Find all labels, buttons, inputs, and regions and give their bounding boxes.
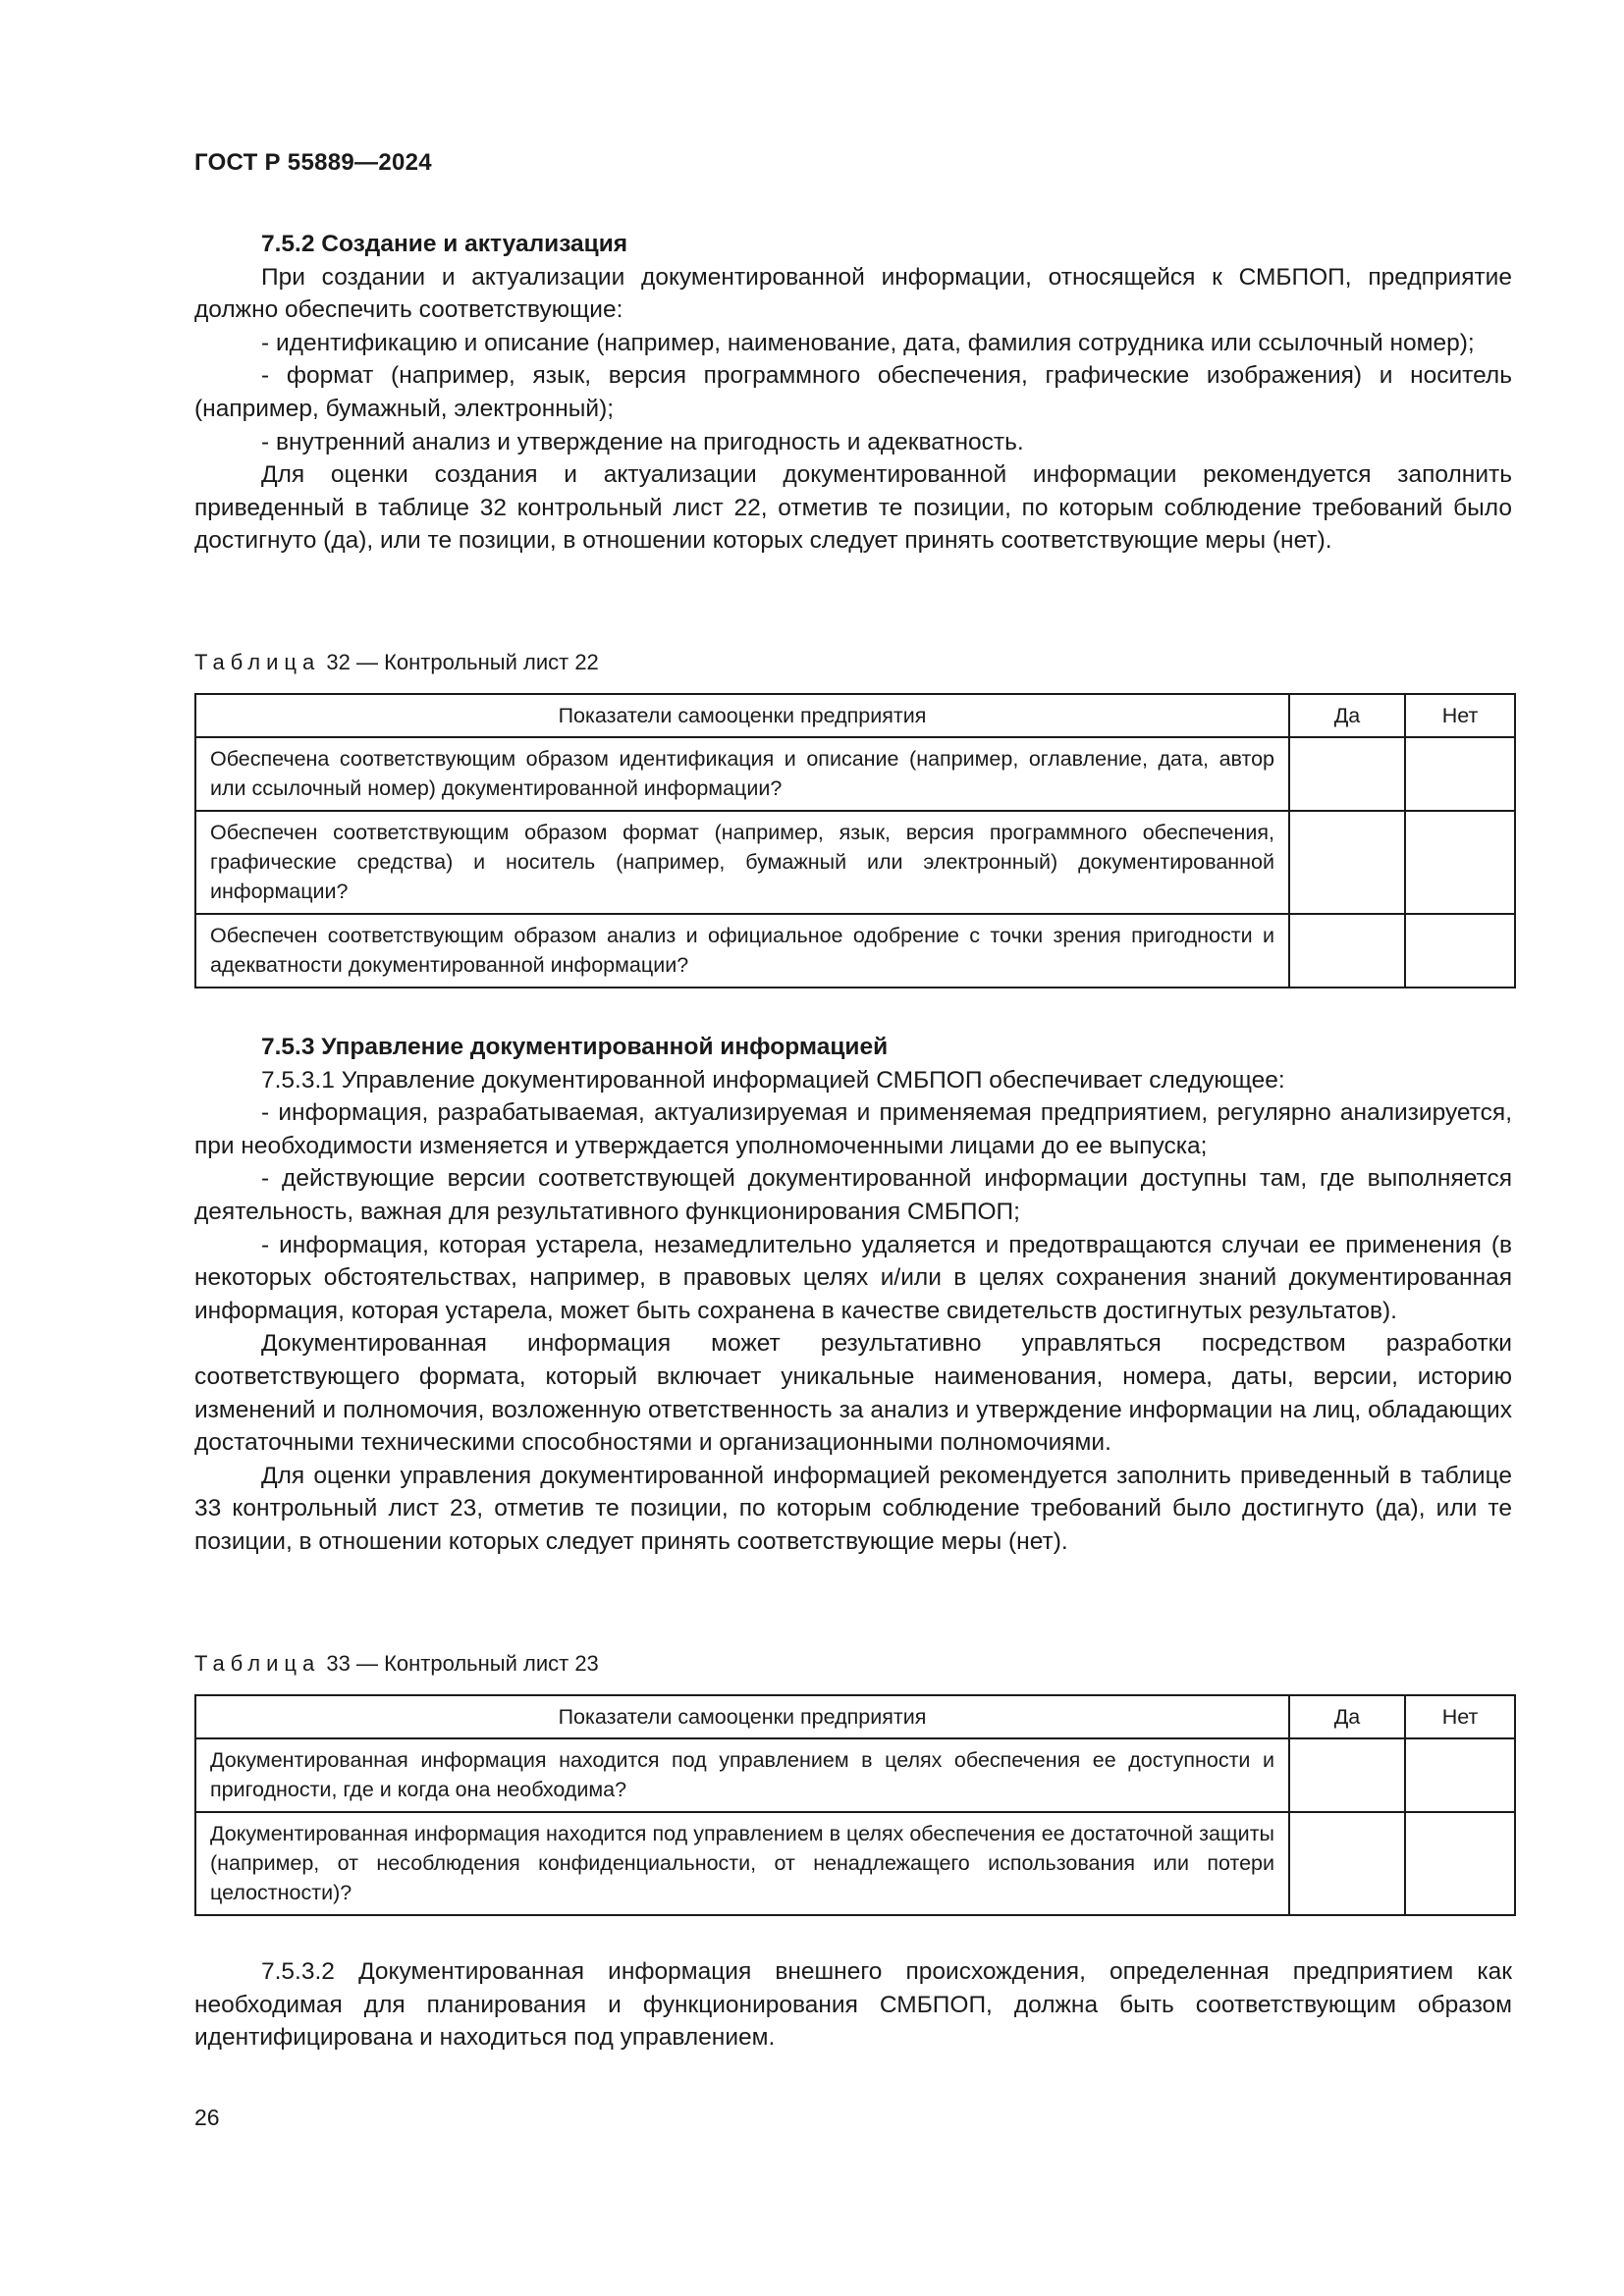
list-item: - идентификацию и описание (например, наименование, дата, фамилия сотрудника или ссылочный номер); — [261, 329, 1475, 356]
header-cell: Нет — [1405, 1695, 1515, 1738]
checklist-table-32 — [194, 693, 1516, 988]
table-caption — [194, 1649, 599, 1679]
list-item: - информация, которая устарела, незамедлительно удаляется и предотвращаются случаи ее применения (в некоторых обстоятельствах, например, в правовых целях и/или в целях сохранения знаний документированная информация, которая устарела, может быть сохранена в качестве свидетельств достигнутых результатов). — [194, 1231, 1512, 1324]
no-cell[interactable] — [1405, 811, 1515, 914]
paragraph: 7.5.3.1 Управление документированной информацией СМБПОП обеспечивает следующее: — [261, 1066, 1285, 1094]
header-cell: Да — [1289, 694, 1405, 737]
section-7-5-3 — [194, 1031, 1512, 1559]
paragraph: 7.5.3.2 Документированная информация внешнего происхождения, определенная предприятием как необходимая для планирования и функционирования СМБПОП, должна быть соответствующим образом идентифицирована и находиться под управлением. — [194, 1958, 1512, 2052]
section-heading: 7.5.2 Создание и актуализация — [261, 231, 628, 257]
list-item: - формат (например, язык, версия программного обеспечения, графические изображения) и носитель (например, бумажный, электронный); — [194, 362, 1512, 422]
yes-cell[interactable] — [1289, 737, 1405, 811]
table-row — [195, 1812, 1515, 1915]
table-row — [195, 914, 1515, 988]
yes-cell[interactable] — [1289, 811, 1405, 914]
question-cell: Обеспечен соответствующим образом анализ и официальное одобрение с точки зрения пригодности и адекватности документированной информации? — [195, 914, 1289, 988]
table-row — [195, 811, 1515, 914]
question-cell: Документированная информация находится под управлением в целях обеспечения ее доступности и пригодности, где и когда она необходима? — [195, 1738, 1289, 1812]
paragraph: При создании и актуализации документированной информации, относящейся к СМБПОП, предприятие должно обеспечить соответствующие: — [194, 263, 1512, 324]
list-item: - внутренний анализ и утверждение на пригодность и адекватность. — [261, 428, 1024, 455]
paragraph: Для оценки создания и актуализации документированной информации рекомендуется заполнить приведенный в таблице 32 контрольный лист 22, отметив те позиции, по которым соблюдение требований было достигнуто (да), или те позиции, в отношении которых следует принять соответствующие меры (нет). — [194, 461, 1512, 555]
section-heading: 7.5.3 Управление документированной информацией — [261, 1034, 889, 1060]
caption-text: 32 — Контрольный лист 22 — [326, 650, 599, 674]
header-cell: Показатели самооценки предприятия — [195, 1695, 1289, 1738]
header-cell: Показатели самооценки предприятия — [195, 694, 1289, 737]
table-row — [195, 737, 1515, 811]
paragraph: Документированная информация может результативно управляться посредством разработки соответствующего формата, который включает уникальные наименования, номера, даты, версии, историю изменений и полномочия, возложенную ответственность за анализ и утверждение информации на лиц, обладающих достаточными техническими способностями и организационными полномочиями. — [194, 1330, 1512, 1457]
caption-word: Таблица — [194, 650, 321, 674]
no-cell[interactable] — [1405, 737, 1515, 811]
list-item: - информация, разрабатываемая, актуализируемая и применяемая предприятием, регулярно анализируется, при необходимости изменяется и утверждается уполномоченными лицами до ее выпуска; — [194, 1099, 1512, 1159]
question-cell: Обеспечена соответствующим образом идентификация и описание (например, оглавление, дата, автор или ссылочный номер) документированной информации? — [195, 737, 1289, 811]
question-cell: Обеспечен соответствующим образом формат (например, язык, версия программного обеспечения, графические средства) и носитель (например, бумажный или электронный) документированной информации? — [195, 811, 1289, 914]
table-caption — [194, 648, 599, 677]
caption-word: Таблица — [194, 1651, 321, 1676]
list-item: - действующие версии соответствующей документированной информации доступны там, где выполняется деятельность, важная для результативного функционирования СМБПОП; — [194, 1165, 1512, 1225]
no-cell[interactable] — [1405, 1738, 1515, 1812]
checklist-table-33 — [194, 1694, 1516, 1916]
document-header: ГОСТ Р 55889—2024 — [194, 149, 432, 176]
question-cell: Документированная информация находится под управлением в целях обеспечения ее достаточной защиты (например, от несоблюдения конфиденциальности, от ненадлежащего использования или потери целостности)? — [195, 1812, 1289, 1915]
no-cell[interactable] — [1405, 914, 1515, 988]
header-cell: Нет — [1405, 694, 1515, 737]
yes-cell[interactable] — [1289, 1812, 1405, 1915]
yes-cell[interactable] — [1289, 1738, 1405, 1812]
table-header-row — [195, 1695, 1515, 1738]
caption-text: 33 — Контрольный лист 23 — [326, 1651, 599, 1676]
section-7-5-2 — [194, 228, 1512, 558]
header-cell: Да — [1289, 1695, 1405, 1738]
yes-cell[interactable] — [1289, 914, 1405, 988]
table-header-row — [195, 694, 1515, 737]
table-row — [195, 1738, 1515, 1812]
no-cell[interactable] — [1405, 1812, 1515, 1915]
section-7-5-3-2 — [194, 1955, 1512, 2055]
page-number: 26 — [194, 2105, 220, 2130]
paragraph: Для оценки управления документированной информацией рекомендуется заполнить приведенный в таблице 33 контрольный лист 23, отметив те позиции, по которым соблюдение требований было достигнуто (да), или те позиции, в отношении которых следует принять соответствующие меры (нет). — [194, 1462, 1512, 1555]
